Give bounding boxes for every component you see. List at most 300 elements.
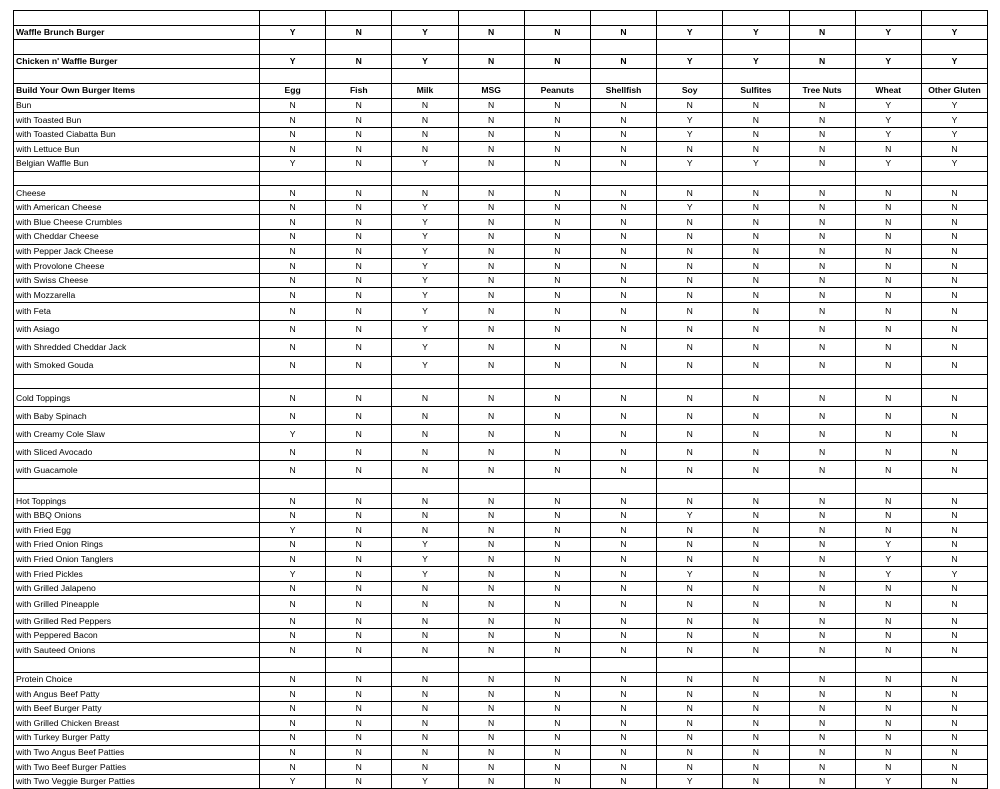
allergen-cell: N	[789, 356, 855, 374]
allergen-cell: N	[789, 672, 855, 687]
allergen-cell: N	[855, 425, 921, 443]
allergen-cell: N	[326, 701, 392, 716]
allergen-cell	[326, 40, 392, 55]
allergen-cell: N	[326, 407, 392, 425]
allergen-cell: N	[524, 672, 590, 687]
allergen-cell	[458, 658, 524, 673]
table-row	[14, 259, 988, 274]
allergen-cell: Y	[723, 54, 789, 69]
allergen-cell: N	[855, 508, 921, 523]
row-label: with Two Veggie Burger Patties	[14, 774, 260, 789]
allergen-cell: N	[590, 567, 656, 582]
allergen-cell: N	[260, 643, 326, 658]
allergen-cell: N	[260, 229, 326, 244]
allergen-cell: N	[789, 156, 855, 171]
allergen-cell: N	[723, 552, 789, 567]
allergen-cell	[789, 374, 855, 389]
allergen-cell: N	[326, 494, 392, 509]
allergen-cell: N	[723, 672, 789, 687]
allergen-cell: N	[855, 215, 921, 230]
allergen-cell: N	[723, 716, 789, 731]
row-label	[14, 69, 260, 84]
row-label: with Lettuce Bun	[14, 142, 260, 157]
allergen-cell: N	[326, 98, 392, 113]
allergen-cell: N	[789, 127, 855, 142]
allergen-cell: N	[657, 596, 723, 614]
allergen-cell: N	[326, 523, 392, 538]
allergen-cell: Y	[657, 774, 723, 789]
allergen-cell: N	[524, 127, 590, 142]
allergen-cell	[789, 69, 855, 84]
allergen-cell: Y	[392, 320, 458, 338]
allergen-cell	[590, 11, 656, 26]
allergen-cell: N	[326, 614, 392, 629]
allergen-cell: N	[326, 443, 392, 461]
allergen-cell: N	[723, 98, 789, 113]
allergen-cell: N	[789, 54, 855, 69]
allergen-cell: N	[789, 142, 855, 157]
allergen-cell: Y	[392, 338, 458, 356]
allergen-cell: N	[392, 687, 458, 702]
table-row	[14, 687, 988, 702]
allergen-cell	[392, 69, 458, 84]
allergen-cell: N	[590, 643, 656, 658]
column-header-cell: Peanuts	[524, 83, 590, 98]
row-label: Bun	[14, 98, 260, 113]
allergen-cell: N	[590, 523, 656, 538]
allergen-cell: N	[458, 614, 524, 629]
allergen-cell: N	[590, 302, 656, 320]
table-row	[14, 407, 988, 425]
allergen-cell: N	[392, 127, 458, 142]
allergen-cell: N	[590, 407, 656, 425]
allergen-cell	[855, 171, 921, 186]
allergen-cell: N	[260, 687, 326, 702]
allergen-cell: N	[260, 537, 326, 552]
allergen-cell: N	[590, 730, 656, 745]
table-row	[14, 508, 988, 523]
allergen-cell: N	[326, 730, 392, 745]
allergen-cell: N	[458, 338, 524, 356]
allergen-cell: N	[392, 596, 458, 614]
allergen-cell	[260, 479, 326, 494]
allergen-cell	[590, 479, 656, 494]
table-row	[14, 98, 988, 113]
table-row	[14, 142, 988, 157]
allergen-cell: Y	[921, 567, 987, 582]
allergen-cell: N	[921, 494, 987, 509]
allergen-cell: N	[855, 581, 921, 596]
allergen-cell: N	[789, 113, 855, 128]
allergen-cell: N	[723, 508, 789, 523]
allergen-cell: N	[392, 98, 458, 113]
allergen-cell: N	[524, 54, 590, 69]
allergen-cell: Y	[657, 200, 723, 215]
allergen-cell: N	[524, 407, 590, 425]
table-row	[14, 127, 988, 142]
allergen-cell: N	[458, 687, 524, 702]
allergen-cell: N	[458, 716, 524, 731]
allergen-cell: N	[524, 628, 590, 643]
row-label: with Sliced Avocado	[14, 443, 260, 461]
allergen-cell: N	[921, 273, 987, 288]
allergen-cell: N	[590, 200, 656, 215]
allergen-cell: N	[789, 425, 855, 443]
column-header-cell: Tree Nuts	[789, 83, 855, 98]
allergen-cell: N	[524, 716, 590, 731]
allergen-cell: N	[789, 716, 855, 731]
allergen-cell: N	[458, 259, 524, 274]
allergen-cell: N	[392, 523, 458, 538]
table-row	[14, 244, 988, 259]
allergen-cell: N	[524, 745, 590, 760]
allergen-cell: N	[789, 745, 855, 760]
allergen-cell: N	[657, 356, 723, 374]
allergen-cell: N	[921, 730, 987, 745]
allergen-cell: N	[458, 156, 524, 171]
allergen-cell: N	[789, 229, 855, 244]
allergen-cell	[657, 69, 723, 84]
allergen-cell	[657, 658, 723, 673]
allergen-cell: N	[723, 774, 789, 789]
row-label: Cheese	[14, 186, 260, 201]
allergen-cell: N	[260, 461, 326, 479]
table-row	[14, 356, 988, 374]
table-row	[14, 760, 988, 775]
allergen-cell: N	[326, 288, 392, 303]
allergen-cell	[392, 40, 458, 55]
allergen-cell: N	[723, 567, 789, 582]
row-label: with Sauteed Onions	[14, 643, 260, 658]
allergen-cell: N	[458, 760, 524, 775]
allergen-cell	[723, 171, 789, 186]
allergen-cell: N	[789, 25, 855, 40]
allergen-cell: N	[392, 425, 458, 443]
allergen-cell: N	[590, 338, 656, 356]
allergen-cell: N	[657, 687, 723, 702]
row-label: with Fried Pickles	[14, 567, 260, 582]
allergen-cell: N	[458, 537, 524, 552]
allergen-cell	[458, 374, 524, 389]
allergen-cell: N	[458, 701, 524, 716]
allergen-cell: N	[590, 672, 656, 687]
allergen-cell: Y	[657, 567, 723, 582]
row-label: with Fried Egg	[14, 523, 260, 538]
allergen-cell: N	[590, 229, 656, 244]
allergen-cell: N	[326, 338, 392, 356]
allergen-cell: N	[458, 581, 524, 596]
table-spacer-row	[14, 479, 988, 494]
allergen-cell: N	[723, 186, 789, 201]
allergen-cell: N	[392, 614, 458, 629]
row-label	[14, 11, 260, 26]
allergen-cell: N	[789, 389, 855, 407]
allergen-cell: Y	[723, 156, 789, 171]
allergen-cell: N	[326, 356, 392, 374]
allergen-cell: N	[789, 628, 855, 643]
row-label: Cold Toppings	[14, 389, 260, 407]
allergen-cell: N	[590, 425, 656, 443]
allergen-cell: Y	[921, 25, 987, 40]
table-row	[14, 186, 988, 201]
allergen-cell: N	[789, 774, 855, 789]
column-header-cell: Soy	[657, 83, 723, 98]
allergen-cell: N	[789, 614, 855, 629]
allergen-cell: N	[723, 356, 789, 374]
allergen-cell: N	[524, 229, 590, 244]
row-label: with BBQ Onions	[14, 508, 260, 523]
row-label: with Two Angus Beef Patties	[14, 745, 260, 760]
allergen-cell: N	[789, 338, 855, 356]
allergen-cell: N	[458, 186, 524, 201]
allergen-cell: Y	[260, 425, 326, 443]
allergen-cell: N	[326, 596, 392, 614]
allergen-cell: N	[657, 443, 723, 461]
allergen-cell: N	[657, 537, 723, 552]
table-row	[14, 156, 988, 171]
allergen-cell: N	[458, 643, 524, 658]
allergen-cell: N	[723, 730, 789, 745]
allergen-cell: N	[524, 215, 590, 230]
allergen-cell: Y	[392, 302, 458, 320]
allergen-cell: N	[590, 244, 656, 259]
allergen-cell: N	[855, 200, 921, 215]
allergen-cell: Y	[260, 54, 326, 69]
row-label: Hot Toppings	[14, 494, 260, 509]
allergen-cell: Y	[657, 25, 723, 40]
allergen-cell: N	[392, 760, 458, 775]
allergen-cell: N	[590, 98, 656, 113]
allergen-cell	[326, 69, 392, 84]
allergen-cell: N	[590, 461, 656, 479]
allergen-cell: N	[657, 186, 723, 201]
row-label: with Shredded Cheddar Jack	[14, 338, 260, 356]
allergen-cell: Y	[657, 156, 723, 171]
allergen-cell: N	[524, 356, 590, 374]
allergen-cell: N	[657, 273, 723, 288]
allergen-cell: N	[789, 443, 855, 461]
allergen-cell: N	[458, 745, 524, 760]
allergen-cell: N	[458, 628, 524, 643]
allergen-cell: N	[590, 54, 656, 69]
allergen-cell: N	[921, 302, 987, 320]
allergen-cell: N	[524, 774, 590, 789]
allergen-cell: N	[855, 643, 921, 658]
row-label: with Toasted Bun	[14, 113, 260, 128]
column-header-cell: Other Gluten	[921, 83, 987, 98]
allergen-cell: N	[789, 687, 855, 702]
allergen-cell: N	[590, 113, 656, 128]
allergen-cell: N	[590, 745, 656, 760]
table-row	[14, 273, 988, 288]
allergen-cell	[524, 374, 590, 389]
allergen-cell: N	[524, 523, 590, 538]
row-label: with Peppered Bacon	[14, 628, 260, 643]
allergen-cell: N	[524, 687, 590, 702]
allergen-cell: N	[590, 273, 656, 288]
row-label	[14, 374, 260, 389]
allergen-cell: N	[855, 523, 921, 538]
allergen-cell: N	[657, 302, 723, 320]
table-row	[14, 643, 988, 658]
allergen-cell: N	[723, 127, 789, 142]
allergen-cell: N	[921, 701, 987, 716]
allergen-cell: N	[789, 186, 855, 201]
allergen-cell: N	[657, 338, 723, 356]
allergen-cell: N	[855, 614, 921, 629]
row-label: with Cheddar Cheese	[14, 229, 260, 244]
allergen-cell: N	[921, 716, 987, 731]
allergen-cell: N	[921, 687, 987, 702]
allergen-cell: N	[524, 760, 590, 775]
table-row	[14, 628, 988, 643]
table-row	[14, 672, 988, 687]
allergen-cell	[326, 479, 392, 494]
row-label	[14, 40, 260, 55]
allergen-cell	[921, 171, 987, 186]
row-label: with Angus Beef Patty	[14, 687, 260, 702]
allergen-cell: N	[723, 229, 789, 244]
allergen-cell: N	[326, 389, 392, 407]
allergen-cell: N	[590, 320, 656, 338]
allergen-cell: Y	[657, 113, 723, 128]
table-row	[14, 461, 988, 479]
allergen-cell	[657, 11, 723, 26]
allergen-table	[13, 10, 988, 789]
row-label	[14, 658, 260, 673]
allergen-cell: N	[657, 288, 723, 303]
allergen-cell: Y	[392, 537, 458, 552]
allergen-cell: N	[392, 628, 458, 643]
allergen-cell: N	[789, 461, 855, 479]
allergen-cell: N	[657, 716, 723, 731]
allergen-cell: Y	[855, 127, 921, 142]
allergen-cell: N	[326, 127, 392, 142]
allergen-cell: N	[789, 215, 855, 230]
allergen-cell: N	[260, 716, 326, 731]
allergen-cell: N	[326, 537, 392, 552]
allergen-cell	[590, 69, 656, 84]
table-row	[14, 567, 988, 582]
allergen-cell: N	[260, 407, 326, 425]
row-label: with American Cheese	[14, 200, 260, 215]
allergen-cell: Y	[392, 156, 458, 171]
table-spacer-row	[14, 11, 988, 26]
table-row	[14, 614, 988, 629]
allergen-cell	[921, 40, 987, 55]
allergen-cell	[524, 40, 590, 55]
allergen-cell: N	[392, 672, 458, 687]
table-row-featured	[14, 25, 988, 40]
allergen-cell: N	[326, 508, 392, 523]
allergen-cell: N	[524, 614, 590, 629]
allergen-cell	[458, 40, 524, 55]
allergen-cell: N	[855, 461, 921, 479]
allergen-cell: N	[723, 389, 789, 407]
allergen-cell	[723, 11, 789, 26]
row-label: with Mozzarella	[14, 288, 260, 303]
allergen-cell	[921, 374, 987, 389]
allergen-cell: N	[524, 288, 590, 303]
table-row	[14, 730, 988, 745]
table-row	[14, 302, 988, 320]
allergen-cell: N	[524, 443, 590, 461]
table-row	[14, 389, 988, 407]
table-row	[14, 774, 988, 789]
column-header-cell: Milk	[392, 83, 458, 98]
allergen-cell: N	[326, 628, 392, 643]
allergen-cell: N	[590, 581, 656, 596]
table-spacer-row	[14, 171, 988, 186]
allergen-cell: N	[723, 494, 789, 509]
allergen-cell: N	[524, 113, 590, 128]
row-label: with Smoked Gouda	[14, 356, 260, 374]
allergen-cell	[855, 479, 921, 494]
allergen-cell: N	[326, 425, 392, 443]
allergen-cell: N	[458, 596, 524, 614]
allergen-cell	[392, 374, 458, 389]
allergen-cell	[657, 40, 723, 55]
allergen-cell: N	[326, 215, 392, 230]
allergen-cell: N	[657, 320, 723, 338]
allergen-cell: N	[392, 745, 458, 760]
column-header-cell: MSG	[458, 83, 524, 98]
allergen-cell: Y	[921, 54, 987, 69]
allergen-cell: N	[855, 672, 921, 687]
allergen-cell: Y	[855, 567, 921, 582]
allergen-cell: N	[855, 596, 921, 614]
allergen-cell: N	[260, 244, 326, 259]
table-spacer-row	[14, 40, 988, 55]
allergen-cell: N	[458, 461, 524, 479]
allergen-cell: N	[723, 338, 789, 356]
allergen-cell	[855, 69, 921, 84]
allergen-cell: N	[260, 142, 326, 157]
allergen-cell: N	[524, 581, 590, 596]
allergen-cell: N	[723, 200, 789, 215]
allergen-cell: N	[855, 302, 921, 320]
allergen-cell: N	[657, 628, 723, 643]
allergen-cell: N	[590, 760, 656, 775]
row-label: with Provolone Cheese	[14, 259, 260, 274]
allergen-cell	[789, 479, 855, 494]
allergen-cell: N	[921, 407, 987, 425]
allergen-cell: N	[458, 98, 524, 113]
allergen-cell: N	[789, 288, 855, 303]
row-label: Waffle Brunch Burger	[14, 25, 260, 40]
allergen-cell: N	[789, 494, 855, 509]
allergen-cell: N	[590, 508, 656, 523]
row-label: with Baby Spinach	[14, 407, 260, 425]
row-label: with Grilled Jalapeno	[14, 581, 260, 596]
allergen-cell: N	[458, 244, 524, 259]
allergen-cell: N	[657, 701, 723, 716]
allergen-cell: N	[260, 596, 326, 614]
allergen-cell: N	[921, 508, 987, 523]
allergen-cell: N	[855, 338, 921, 356]
allergen-cell: N	[855, 229, 921, 244]
allergen-cell: N	[855, 701, 921, 716]
allergen-cell: N	[590, 356, 656, 374]
allergen-cell: N	[921, 643, 987, 658]
allergen-cell: N	[260, 200, 326, 215]
allergen-cell: N	[458, 774, 524, 789]
allergen-cell: N	[524, 320, 590, 338]
allergen-cell: Y	[921, 98, 987, 113]
allergen-cell: N	[789, 407, 855, 425]
allergen-cell: N	[326, 156, 392, 171]
allergen-cell	[458, 69, 524, 84]
